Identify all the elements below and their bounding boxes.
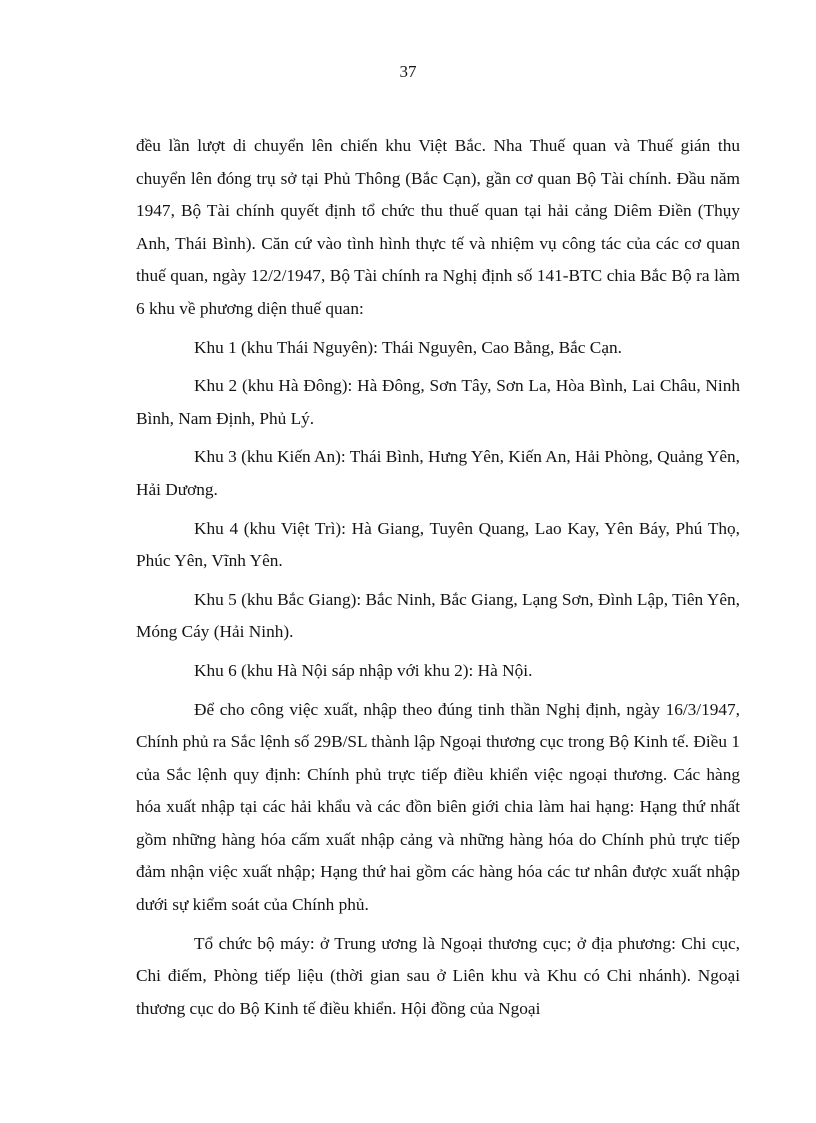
paragraph-zone-1: Khu 1 (khu Thái Nguyên): Thái Nguyên, Cao Bằng, Bắc Cạn. — [194, 337, 622, 357]
paragraph-zone-3: Khu 3 (khu Kiến An): Thái Bình, Hưng Yên, Kiến An, Hải Phòng, Quảng Yên, Hải Dương. — [136, 447, 740, 499]
paragraph-zone-4: Khu 4 (khu Việt Trì): Hà Giang, Tuyên Quang, Lao Kay, Yên Báy, Phú Thọ, Phúc Yên, Vĩnh Yên. — [136, 518, 740, 571]
paragraph-zone-6: Khu 6 (khu Hà Nội sáp nhập với khu 2): Hà Nội. — [194, 660, 533, 680]
body-text — [136, 130, 740, 1031]
paragraph-continuation: đều lần lượt di chuyển lên chiến khu Việt Bắc. Nha Thuế quan và Thuế gián thu chuyển lên đóng trụ sở tại Phủ Thông (Bắc Cạn), gần cơ quan Bộ Tài chính. Đầu năm 1947, Bộ Tài chính quyết định tổ chức thu thuế quan tại hải cảng Diêm Điền (Thụy Anh, Thái Bình). Căn cứ vào tình hình thực tế và nhiệm vụ công tác của các cơ quan thuế quan, ngày 12/2/1947, Bộ Tài chính ra Nghị định số 141-BTC chia Bắc Bộ ra làm 6 khu về phương diện thuế quan: — [136, 136, 740, 318]
paragraph-zone-5: Khu 5 (khu Bắc Giang): Bắc Ninh, Bắc Giang, Lạng Sơn, Đình Lập, Tiên Yên, Móng Cáy (Hải Ninh). — [136, 589, 740, 642]
paragraph-decree: Để cho công việc xuất, nhập theo đúng tinh thần Nghị định, ngày 16/3/1947, Chính phủ ra Sắc lệnh số 29B/SL thành lập Ngoại thương cục trong Bộ Kinh tế. Điều 1 của Sắc lệnh quy định: Chính phủ trực tiếp điều khiển việc ngoại thương. Các hàng hóa xuất nhập tại các hải khẩu và các đồn biên giới chia làm hai hạng: Hạng thứ nhất gồm những hàng hóa cấm xuất nhập cảng và những hàng hóa do Chính phủ trực tiếp đảm nhận việc xuất nhập; Hạng thứ hai gồm các hàng hóa các tư nhân được xuất nhập dưới sự kiểm soát của Chính phủ. — [136, 699, 740, 915]
paragraph-organization: Tổ chức bộ máy: ở Trung ương là Ngoại thương cục; ở địa phương: Chi cục, Chi điếm, Phòng tiếp liệu (thời gian sau ở Liên khu và Khu có Chi nhánh). Ngoại thương cục do Bộ Kinh tế điều khiển. Hội đồng của Ngoại — [136, 933, 740, 1018]
paragraph-zone-2: Khu 2 (khu Hà Đông): Hà Đông, Sơn Tây, Sơn La, Hòa Bình, Lai Châu, Ninh Bình, Nam Định, Phủ Lý. — [136, 376, 740, 428]
page-number: 37 — [399, 62, 417, 81]
